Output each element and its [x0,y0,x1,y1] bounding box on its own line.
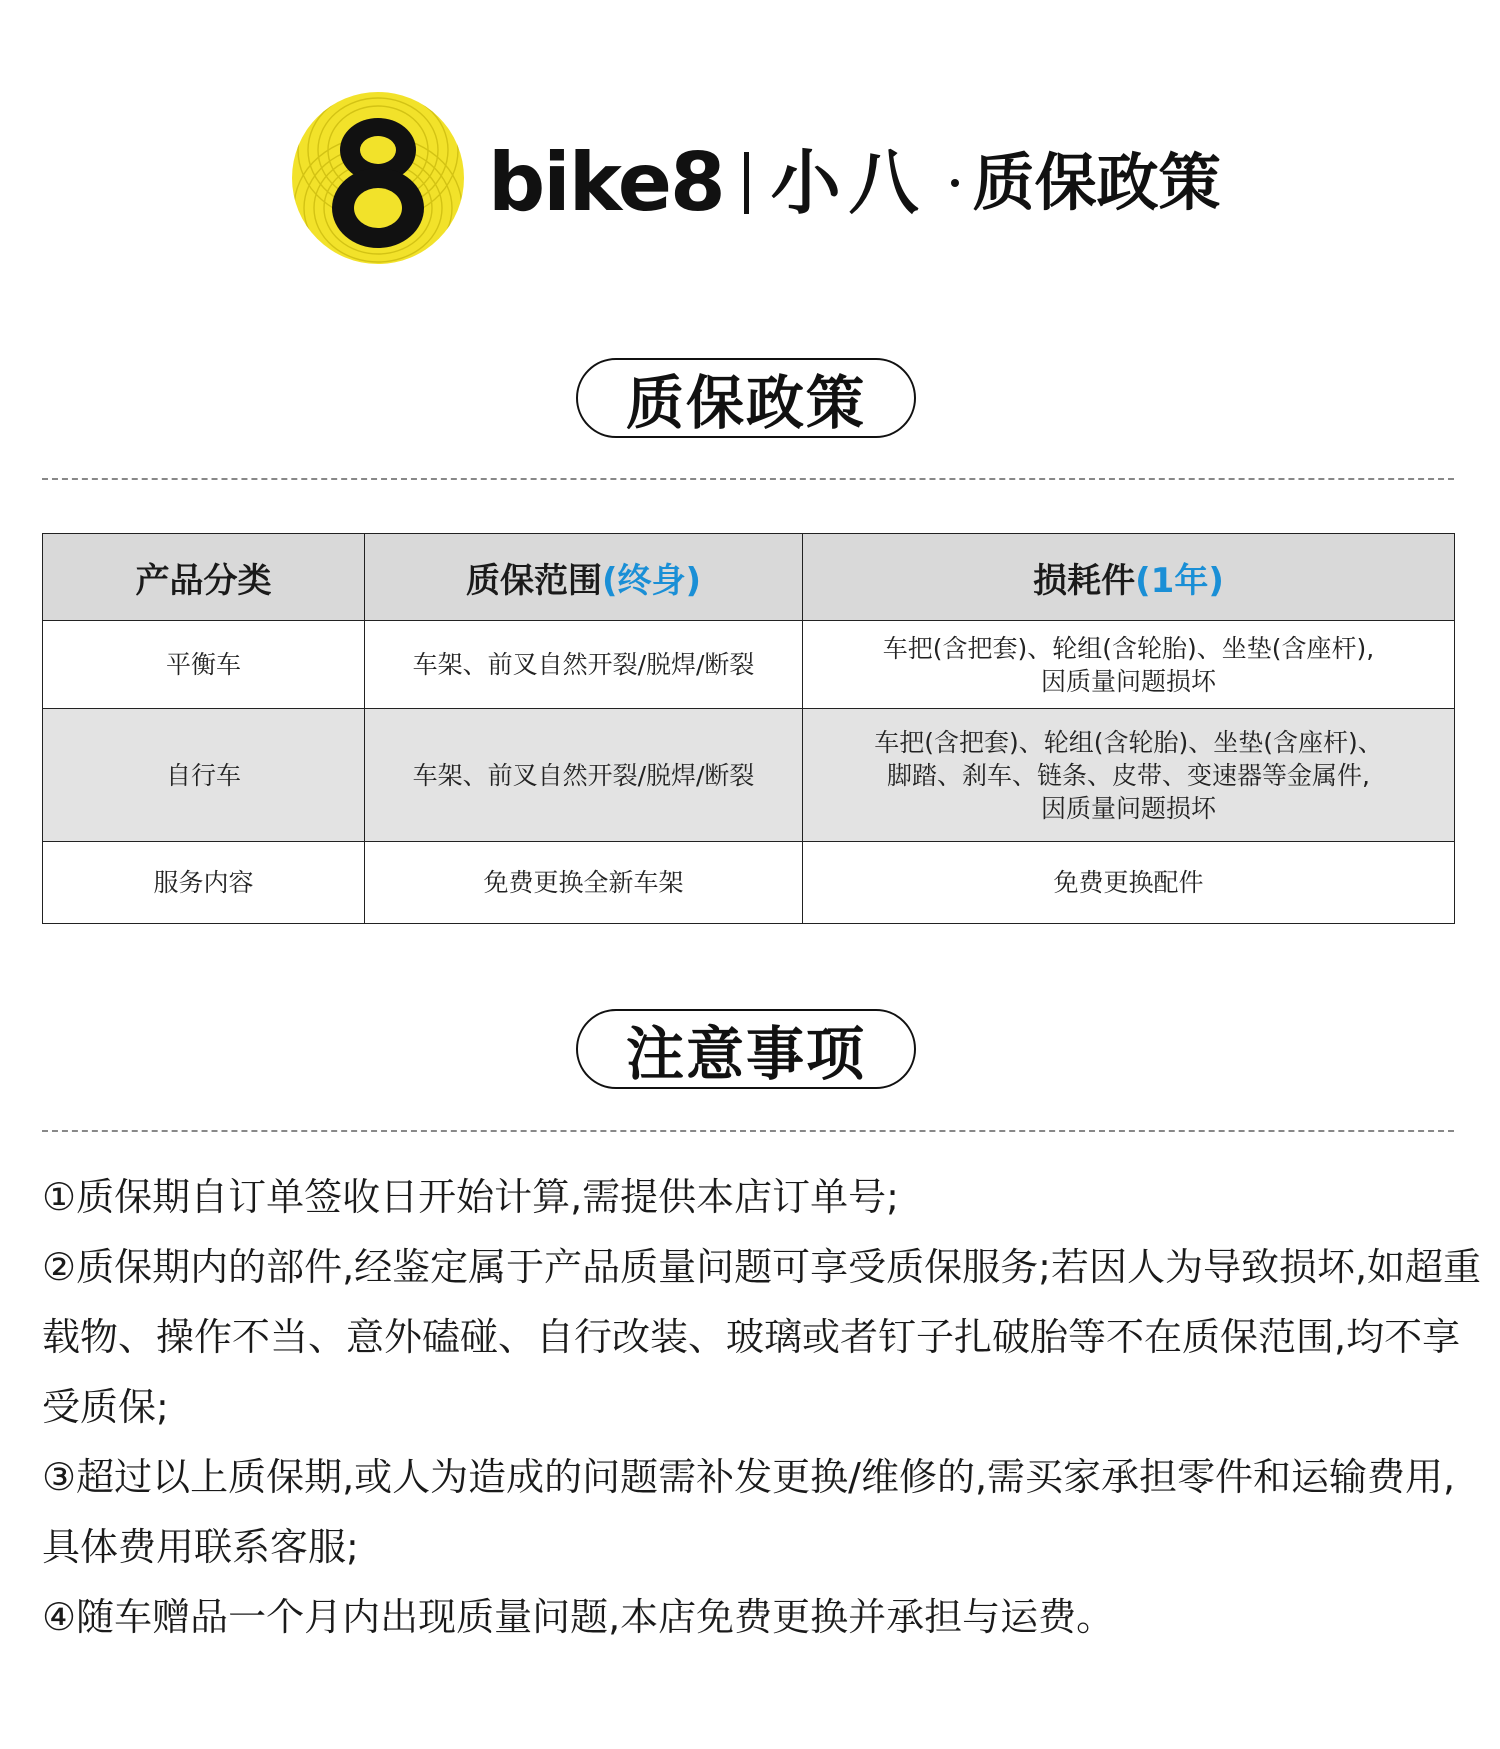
cell-scope: 车架、前叉自然开裂/脱焊/断裂 [365,621,803,709]
brand-subtitle: 质保政策 [972,146,1221,219]
cell-category: 自行车 [43,709,365,842]
table-row [43,709,1455,842]
warranty-table [42,533,1455,924]
header-category-label: 产品分类 [135,560,272,601]
brand-latin: bike8 [488,136,724,229]
brand-dot [951,179,959,187]
note-item: ①质保期自订单签收日开始计算,需提供本店订单号; [42,1175,899,1219]
dashed-divider [42,478,1454,480]
cell-line: 因质量问题损坏 [1040,793,1216,823]
cell-category: 服务内容 [43,842,365,924]
table-header-row [43,534,1455,621]
table-row [43,842,1455,924]
brand-divider [744,152,749,214]
header-scope [365,534,803,621]
brand-chinese: 小八 [770,142,927,224]
cell-scope: 免费更换全新车架 [365,842,803,924]
cell-line: 脚踏、刹车、链条、皮带、变速器等金属件, [887,760,1370,790]
cell-line: 因质量问题损坏 [1040,666,1216,696]
brand-header [0,88,1500,268]
header-wear-parts [803,534,1455,621]
section-title-policy: 质保政策 [576,358,916,438]
header-wear-label: 损耗件 [1033,560,1136,601]
table-row [43,621,1455,709]
header-scope-duration: (终身) [601,560,702,601]
brand-wordmark [488,138,1221,228]
note-item: ④随车赠品一个月内出现质量问题,本店免费更换并承担与运费。 [42,1595,1115,1639]
cell-category: 平衡车 [43,621,365,709]
cell-wear-parts [803,709,1455,842]
cell-line: 免费更换配件 [1053,868,1204,897]
dashed-divider [42,1130,1454,1132]
header-category [43,534,365,621]
cell-line: 车把(含把套)、轮组(含轮胎)、坐垫(含座杆), [882,633,1375,663]
header-wear-duration: (1年) [1135,560,1224,601]
notes-list [42,1162,1482,1652]
section-title-notes: 注意事项 [576,1009,916,1089]
note-item: ③超过以上质保期,或人为造成的问题需补发更换/维修的,需买家承担零件和运输费用,具体费用联系客服; [42,1455,1456,1569]
header-scope-label: 质保范围 [465,560,602,601]
cell-scope: 车架、前叉自然开裂/脱焊/断裂 [365,709,803,842]
cell-wear-parts [803,842,1455,924]
figure-8-yellow-disc-icon [290,90,466,266]
cell-wear-parts [803,621,1455,709]
note-item: ②质保期内的部件,经鉴定属于产品质量问题可享受质保服务;若因人为导致损坏,如超重载物、操作不当、意外磕碰、自行改装、玻璃或者钉子扎破胎等不在质保范围,均不享受质保; [42,1245,1482,1429]
cell-line: 车把(含把套)、轮组(含轮胎)、坐垫(含座杆)、 [874,727,1383,757]
